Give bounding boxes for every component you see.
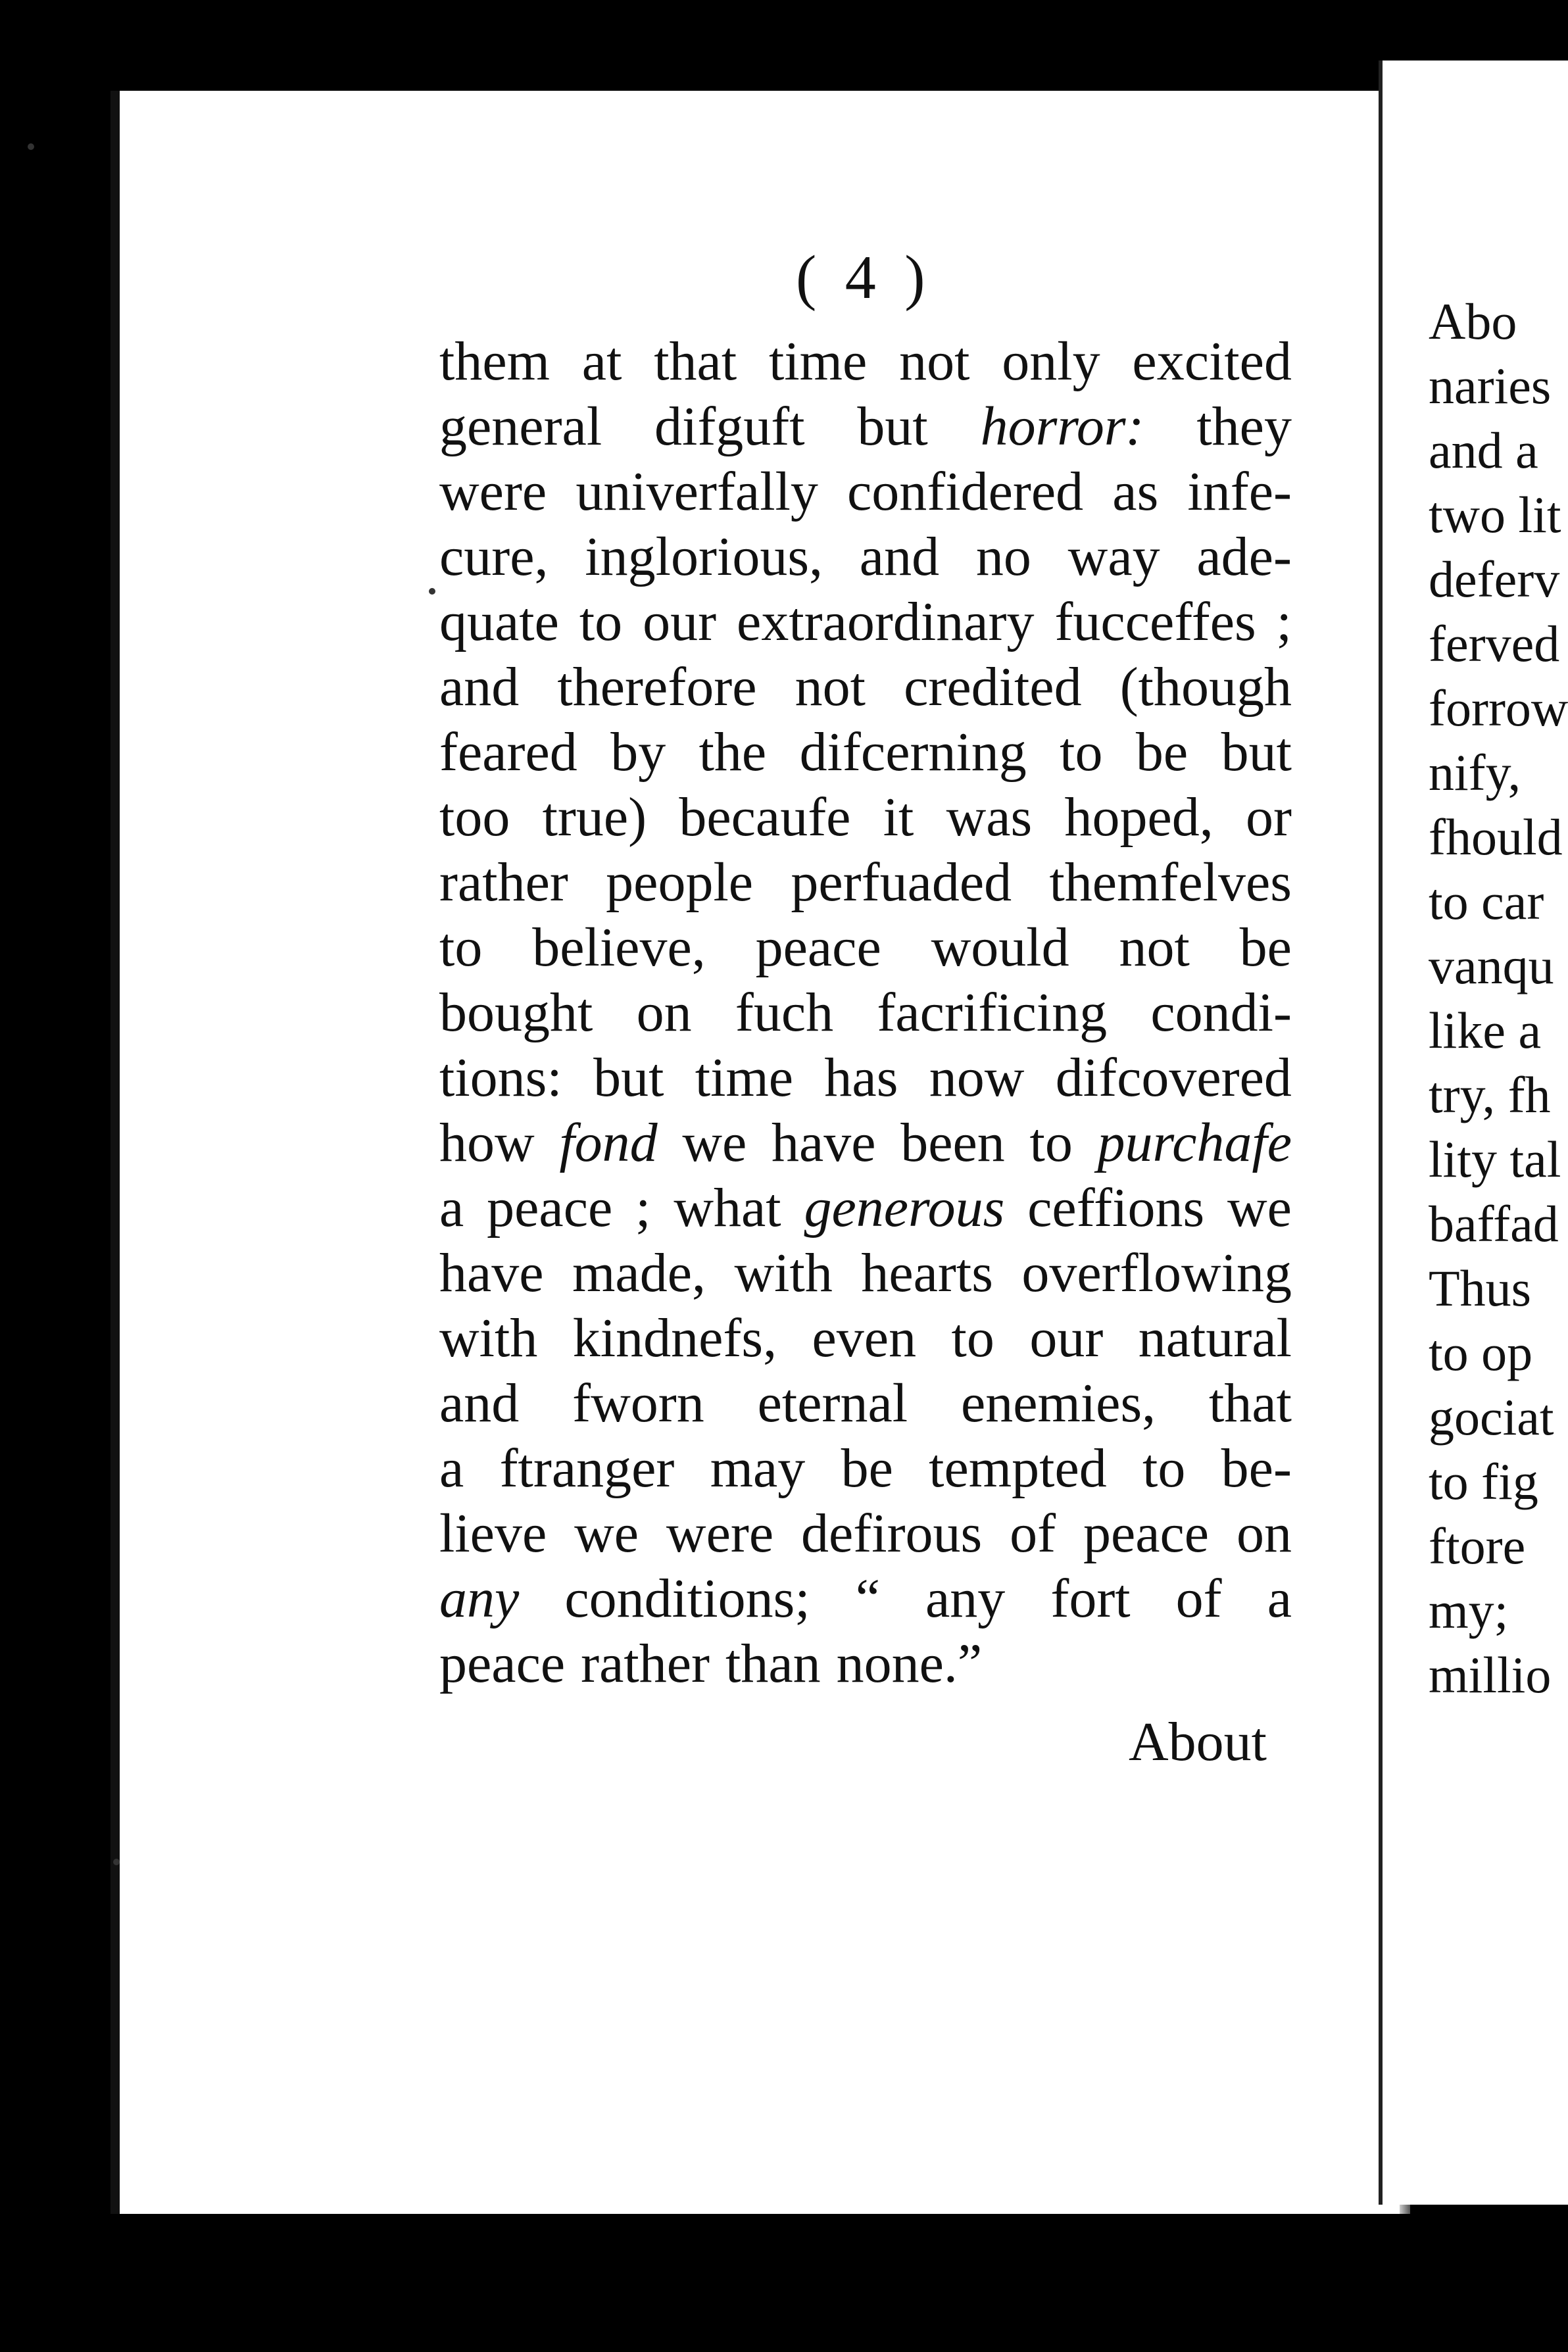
word: condi- <box>1150 982 1292 1043</box>
word: or <box>1245 787 1292 848</box>
word: peace <box>487 1177 613 1238</box>
right-text-line: Abo <box>1429 293 1517 350</box>
text-line <box>439 1501 1292 1566</box>
text-line <box>439 850 1292 915</box>
word: been <box>900 1112 1005 1173</box>
word: not <box>795 656 866 718</box>
text-line <box>439 1566 1292 1631</box>
word: horror: <box>980 396 1144 457</box>
text-line <box>439 524 1292 589</box>
word: be <box>1239 917 1292 978</box>
word: enemies, <box>960 1373 1156 1434</box>
body-text <box>439 329 1292 1696</box>
right-text-line: two lit <box>1429 486 1561 543</box>
word: bought <box>439 982 593 1043</box>
word: now <box>929 1047 1025 1108</box>
word: but <box>857 396 928 457</box>
word: they <box>1196 396 1292 457</box>
speck <box>113 1859 120 1865</box>
word: way <box>1067 526 1160 587</box>
word: time <box>695 1047 794 1108</box>
page-header: ( 4 ) <box>796 243 932 312</box>
right-text-line: and a <box>1429 422 1538 479</box>
word: and <box>439 656 520 718</box>
right-text-line: my; <box>1429 1582 1509 1639</box>
word: that <box>1209 1373 1292 1434</box>
word: hoped, <box>1064 787 1213 848</box>
word: peace <box>1083 1503 1210 1564</box>
right-text-line: gociat <box>1429 1388 1554 1446</box>
speck <box>28 143 34 150</box>
text-line <box>439 1175 1292 1240</box>
word: a <box>439 1438 464 1499</box>
word: extraordinary <box>737 591 1035 652</box>
word: we <box>1227 1177 1292 1238</box>
word: were <box>666 1503 774 1564</box>
word: made, <box>572 1242 706 1304</box>
word: ceffions <box>1027 1177 1205 1238</box>
word: true) <box>542 787 647 848</box>
word: no <box>975 526 1031 587</box>
word: not <box>899 331 970 392</box>
word: ade- <box>1196 526 1292 587</box>
word: kindnefs, <box>572 1308 777 1369</box>
word: (though <box>1119 656 1292 718</box>
word: but <box>593 1047 664 1108</box>
word: tions: <box>439 1047 562 1108</box>
word: to <box>579 591 623 652</box>
word: facrificing <box>877 982 1108 1043</box>
right-text-line: forrow <box>1429 679 1568 737</box>
word: overflowing <box>1021 1242 1292 1304</box>
right-text-line: to op <box>1429 1324 1533 1381</box>
right-text-line: to car <box>1429 873 1544 930</box>
word: but <box>1221 722 1292 783</box>
right-text-line: deferv <box>1429 551 1560 608</box>
catchword: About <box>1129 1711 1267 1773</box>
word: we <box>574 1503 639 1564</box>
right-text-line: vanqu <box>1429 937 1554 994</box>
word: difguft <box>654 396 805 457</box>
right-text-line: to fig <box>1429 1453 1538 1510</box>
word: as <box>1112 461 1159 522</box>
text-line <box>439 1045 1292 1110</box>
text-line <box>439 1436 1292 1501</box>
word: at <box>581 331 622 392</box>
right-text-line: ferved <box>1429 615 1560 672</box>
word: to <box>951 1308 994 1369</box>
word: be <box>841 1438 893 1499</box>
word: fuch <box>735 982 834 1043</box>
word: may <box>710 1438 806 1499</box>
word: on <box>636 982 692 1043</box>
word: not <box>1119 917 1190 978</box>
word: was <box>946 787 1033 848</box>
word: on <box>1236 1503 1292 1564</box>
word: have <box>771 1112 876 1173</box>
word: defirous <box>800 1503 983 1564</box>
word: were <box>439 461 547 522</box>
word: infe- <box>1187 461 1292 522</box>
word: difcerning <box>799 722 1027 783</box>
word: have <box>439 1242 544 1304</box>
word: fworn <box>572 1373 704 1434</box>
word: univerfally <box>576 461 818 522</box>
word: them <box>439 331 550 392</box>
word: a <box>1267 1568 1292 1629</box>
word: cure, <box>439 526 549 587</box>
right-page-text <box>1429 289 1568 1707</box>
right-text-line: naries <box>1429 357 1552 414</box>
word: than <box>725 1633 821 1694</box>
word: what <box>674 1177 781 1238</box>
word: we <box>682 1112 747 1173</box>
word: how <box>439 1112 535 1173</box>
word: eternal <box>757 1373 908 1434</box>
word: only <box>1002 331 1100 392</box>
word: and <box>859 526 940 587</box>
word: hearts <box>861 1242 993 1304</box>
word: quate <box>439 591 559 652</box>
word: would <box>931 917 1069 978</box>
word: becaufe <box>679 787 851 848</box>
text-line <box>439 1631 1292 1696</box>
word: be- <box>1221 1438 1292 1499</box>
word: tempted <box>929 1438 1107 1499</box>
word: to <box>1142 1438 1186 1499</box>
right-text-line: nify, <box>1429 744 1521 801</box>
word: that <box>654 331 737 392</box>
word: peace <box>439 1633 566 1694</box>
word: therefore <box>557 656 757 718</box>
word: to <box>1060 722 1103 783</box>
word: peace <box>755 917 881 978</box>
right-text-line: Thus <box>1429 1260 1531 1317</box>
text-line <box>439 654 1292 720</box>
word: with <box>439 1308 538 1369</box>
word: general <box>439 396 602 457</box>
word: of <box>1010 1503 1056 1564</box>
speck <box>429 588 435 595</box>
word: by <box>610 722 666 783</box>
word: it <box>883 787 914 848</box>
word: too <box>439 787 510 848</box>
word: confidered <box>847 461 1084 522</box>
word: fucceffes <box>1054 591 1256 652</box>
word: be <box>1135 722 1188 783</box>
word: any <box>925 1568 1006 1629</box>
right-text-line: millio <box>1429 1646 1552 1703</box>
word: ; <box>1276 591 1292 652</box>
word: rather <box>581 1633 710 1694</box>
word: to <box>1029 1112 1073 1173</box>
text-line <box>439 915 1292 980</box>
word: rather <box>439 852 568 913</box>
text-line <box>439 980 1292 1045</box>
right-text-line: ftore <box>1429 1517 1526 1575</box>
right-text-line: like a <box>1429 1002 1542 1059</box>
word: the <box>698 722 767 783</box>
word: any <box>439 1568 520 1629</box>
word: inglorious, <box>585 526 823 587</box>
word: credited <box>904 656 1082 718</box>
word: time <box>769 331 868 392</box>
text-line <box>439 394 1292 459</box>
text-line <box>439 589 1292 654</box>
word: natural <box>1138 1308 1292 1369</box>
word: difcovered <box>1055 1047 1292 1108</box>
text-line <box>439 720 1292 785</box>
word: a <box>439 1177 464 1238</box>
right-text-line: try, fh <box>1429 1066 1551 1123</box>
word: “ <box>855 1568 880 1629</box>
word: fond <box>559 1112 658 1173</box>
word: believe, <box>532 917 706 978</box>
word: perfuaded <box>791 852 1012 913</box>
right-text-line: baffad <box>1429 1195 1559 1252</box>
text-line <box>439 1306 1292 1371</box>
word: has <box>824 1047 898 1108</box>
word: purchafe <box>1097 1112 1292 1173</box>
word: people <box>606 852 754 913</box>
word: of <box>1175 1568 1222 1629</box>
text-line <box>439 459 1292 524</box>
word: ; <box>635 1177 651 1238</box>
word: even <box>812 1308 917 1369</box>
word: conditions; <box>564 1568 810 1629</box>
word: and <box>439 1373 520 1434</box>
text-line <box>439 1240 1292 1306</box>
word: fort <box>1050 1568 1131 1629</box>
word: feared <box>439 722 577 783</box>
word: with <box>734 1242 833 1304</box>
text-line <box>439 785 1292 850</box>
right-text-line: fhould <box>1429 808 1563 866</box>
word: lieve <box>439 1503 547 1564</box>
right-text-line: lity tal <box>1429 1131 1561 1188</box>
word: to <box>439 917 483 978</box>
word: excited <box>1132 331 1292 392</box>
word: generous <box>804 1177 1005 1238</box>
word: ftranger <box>499 1438 675 1499</box>
word: our <box>1029 1308 1104 1369</box>
word: our <box>643 591 717 652</box>
text-line <box>439 329 1292 394</box>
word: none.” <box>836 1633 983 1694</box>
text-line <box>439 1110 1292 1175</box>
word: themfelves <box>1049 852 1292 913</box>
text-line <box>439 1371 1292 1436</box>
